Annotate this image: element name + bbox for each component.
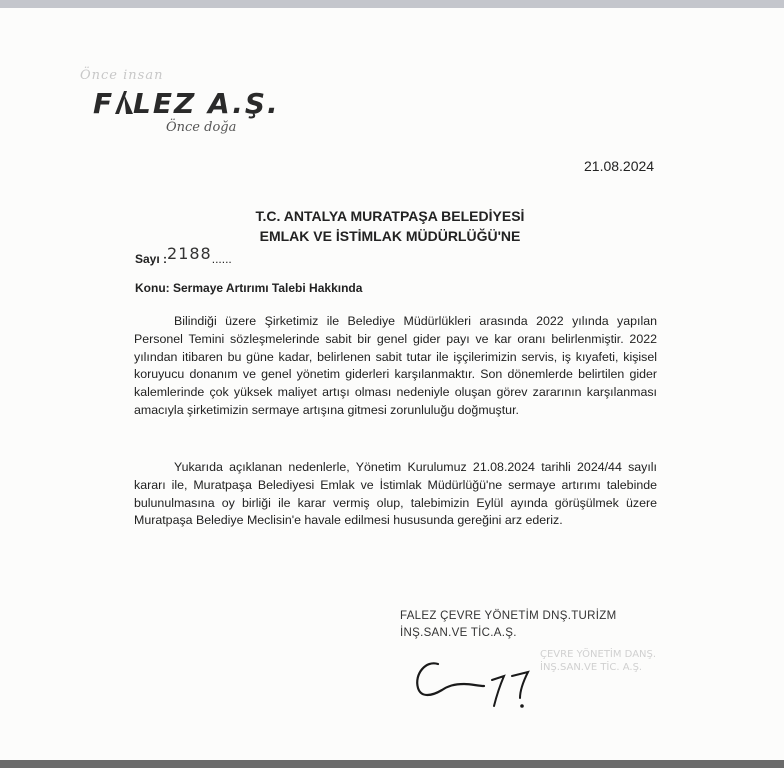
svg-text:F: F xyxy=(93,87,115,120)
window-bottom-bar xyxy=(0,760,784,768)
company-logo xyxy=(64,68,280,148)
stamp-line: İNŞ.SAN.VE TİC. A.Ş. xyxy=(540,662,643,673)
body-paragraph: Yukarıda açıklanan nedenlerle, Yönetim Kurulumuz 21.08.2024 tarihli 2024/44 sayılı kararı ile, Muratpaşa Belediyesi Emlak ve İstimlak Müdürlüğü'ne sermaye artırımı talebinde bulunulmasına oy birliği ile karar vermiş olup, talebimizin Eylül ayında görüşülmek üzere Muratpaşa Belediye Meclisin'e havale edilmesi hususunda gereğini arz ederiz. xyxy=(134,460,657,528)
company-line: İNŞ.SAN.VE TİC.A.Ş. xyxy=(400,627,517,639)
body-paragraph: Bilindiği üzere Şirketimiz ile Belediye Müdürlükleri arasında 2022 yılında yapılan Personel Temini sözleşmelerinde sabit bir genel gider payı ve kar oranı belirlenmiştir. 2022 yılından itibaren bu güne kadar, belirlenen sabit tutar ile işçilerimizin servis, iş kıyafeti, kişisel koruyucu donanım ve genel yönetim giderleri karşılanmaktır. Son dönemlerde belirtilen gider kalemlerinde çok yüksek maliyet artışı olması nedeniyle oluşan görev zararının karşılanması amacıyla şirketimizin sermaye artışına gitmesi zorunluluğu doğmuştur. xyxy=(134,314,657,417)
letter-page xyxy=(0,8,784,760)
logo-faint-slogan: Önce insan xyxy=(80,68,164,83)
konu-text: Sermaye Artırımı Talebi Hakkında xyxy=(173,281,363,295)
sayi-label: Sayı : xyxy=(135,252,168,266)
reference-number xyxy=(135,244,232,267)
logo-tagline: Önce doğa xyxy=(166,120,237,135)
letter-date: 21.08.2024 xyxy=(584,158,655,174)
handwritten-reference-number: 2188 xyxy=(167,244,212,263)
faded-company-stamp xyxy=(540,648,660,728)
subject-line xyxy=(135,281,362,295)
recipient-line: T.C. ANTALYA MURATPAŞA BELEDİYESİ xyxy=(255,208,525,224)
handwritten-signature xyxy=(408,646,558,716)
svg-text:LEZ A.Ş.: LEZ A.Ş. xyxy=(133,87,280,120)
company-line: FALEZ ÇEVRE YÖNETİM DNŞ.TURİZM xyxy=(400,610,617,622)
window-top-bar xyxy=(0,0,784,8)
sayi-dots: ...... xyxy=(211,252,232,266)
signatory-company xyxy=(400,608,616,642)
recipient-block xyxy=(230,206,550,246)
falez-logo-icon xyxy=(68,84,280,120)
recipient-line: EMLAK VE İSTİMLAK MÜDÜRLÜĞÜ'NE xyxy=(259,228,521,244)
stamp-line: ÇEVRE YÖNETİM DANŞ. xyxy=(540,649,657,660)
konu-label: Konu: xyxy=(135,281,170,295)
